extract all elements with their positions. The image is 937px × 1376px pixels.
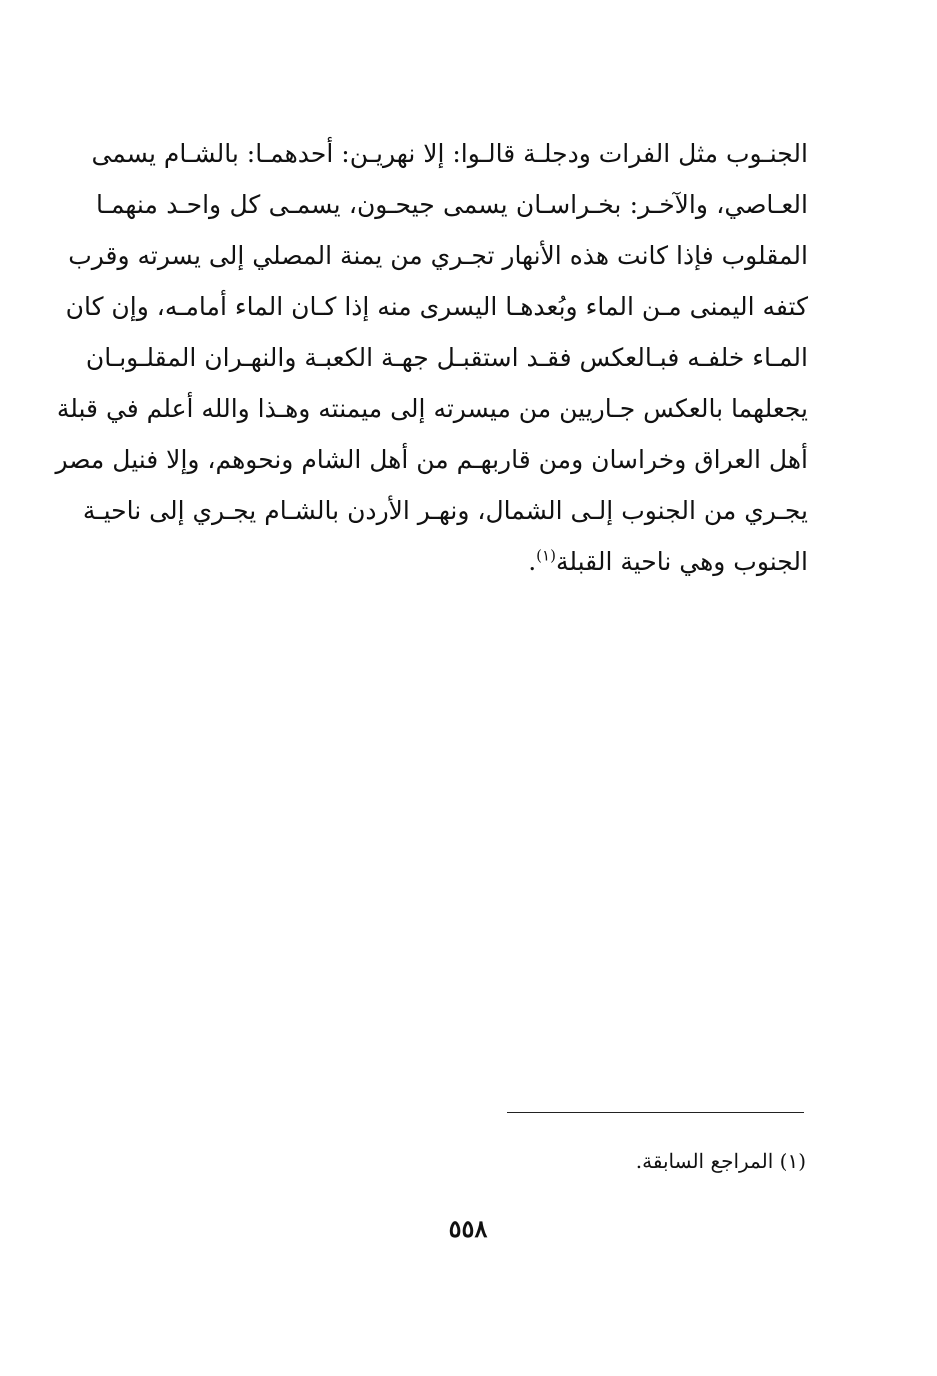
body-line-9-text: الجنوب وهي ناحية القبلة [555,547,808,576]
footnote-divider [507,1112,804,1113]
footnote: (١) المراجع السابقة. [635,1149,806,1173]
body-line-8: يجـري من الجنوب إلـى الشمال، ونهـر الأردن بالشـام يجـري إلى ناحيـة [82,496,808,525]
body-line-6: يجعلهما بالعكس جـاريين من ميسرته إلى ميمنته وهـذا والله أعلم في قبلة [56,394,808,423]
final-period: . [528,547,537,576]
body-line-9 [96,536,808,587]
body-line-1: الجنـوب مثل الفرات ودجلـة قالـوا: إلا نهريـن: أحدهمـا: بالشـام يسمى [91,139,808,168]
body-line-3: المقلوب فإذا كانت هذه الأنهار تجـري من يمنة المصلي إلى يسرته وقرب [68,241,808,270]
body-line-4: كتفه اليمنى مـن الماء وبُعدهـا اليسرى منه إذا كـان الماء أمامـه، وإن كان [65,292,808,321]
body-line-2: العـاصي، والآخـر: بخـراسـان يسمى جيحـون، يسمـى كل واحـد منهمـا [96,190,808,219]
page-number: ٥٥٨ [448,1214,488,1243]
footnote-reference[interactable]: (١) [536,546,556,565]
body-line-7: أهل العراق وخراسان ومن قاربهـم من أهل الشام ونحوهم، وإلا فنيل مصر [55,445,808,474]
body-line-5: المـاء خلفـه فبـالعكس فقـد استقبـل جهـة الكعبـة والنهـران المقلـوبـان [85,343,808,372]
main-paragraph [55,128,808,587]
